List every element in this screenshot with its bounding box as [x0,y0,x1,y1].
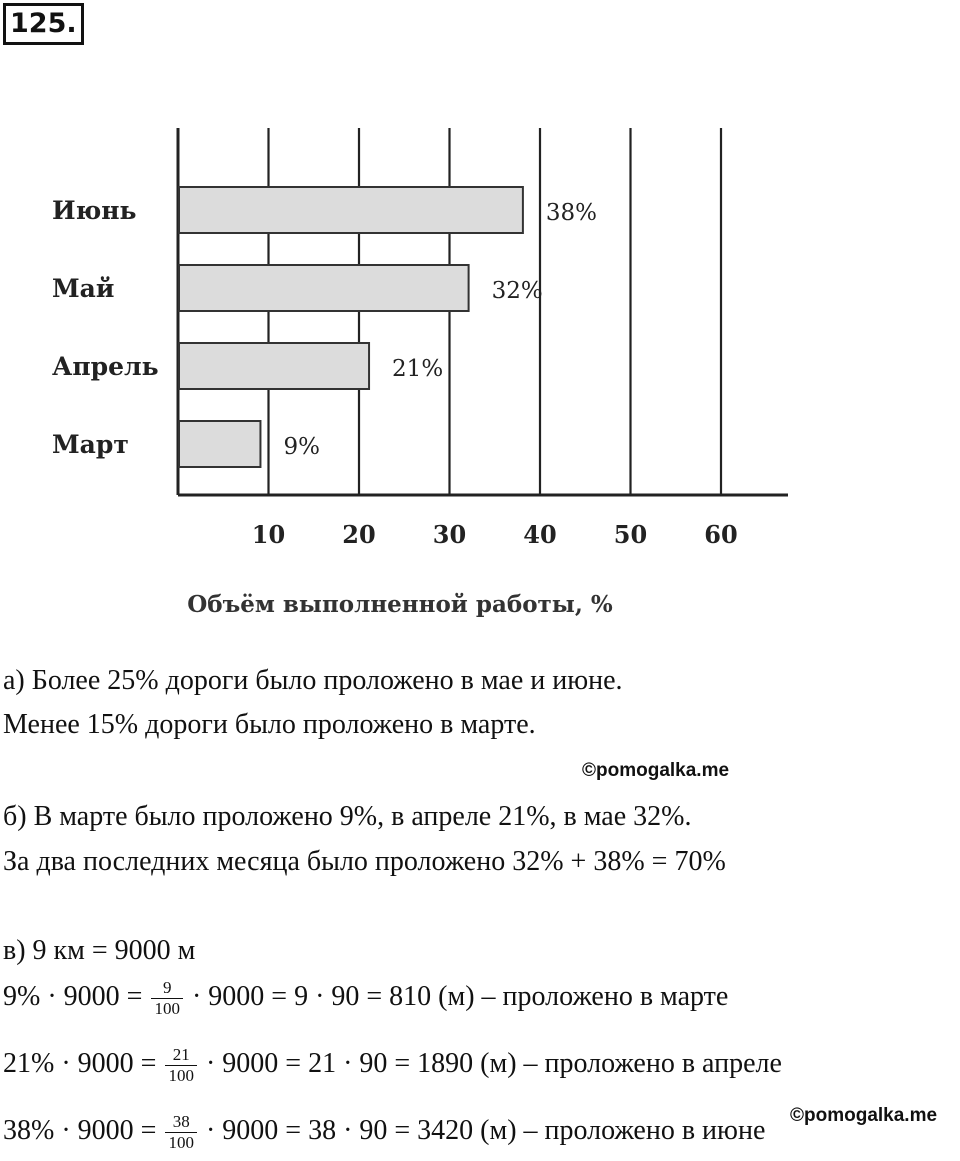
fraction-denominator: 100 [168,1133,194,1152]
bar-Май [179,265,469,311]
fraction-numerator: 21 [165,1045,197,1066]
fraction-denominator: 100 [168,1066,194,1085]
chart-ticks [252,520,738,549]
chart-value-labels [283,200,597,460]
calc-row-june [3,1112,765,1153]
value-label: 21% [392,356,444,382]
answer-b-line-2: За два последних месяца было проложено 32% + 38% = 70% [3,846,726,877]
bar-Март [179,421,260,467]
task-number: 125. [3,3,84,45]
chart-bars [179,187,523,467]
x-tick-label: 60 [704,520,738,549]
category-label: Апрель [52,352,159,381]
category-label: Май [52,274,115,303]
answer-a-line-2: Менее 15% дороги было проложено в марте. [3,709,536,740]
calc-row-april [3,1045,782,1086]
watermark: ©pomogalka.me [582,760,730,781]
value-label: 38% [545,200,598,226]
fraction-denominator: 100 [154,999,180,1018]
x-tick-label: 30 [432,520,467,549]
category-label: Июнь [52,196,137,225]
calc-row-march [3,978,728,1019]
fraction-numerator: 38 [165,1112,197,1133]
answer-b-line-1: б) В марте было проложено 9%, в апреле 21%, в мае 32%. [3,801,692,832]
calc-lhs: 9% · 9000 = [3,980,143,1012]
category-label: Март [52,430,129,459]
bar-chart [0,100,960,630]
calc-rhs: · 9000 = 9 · 90 = 810 (м) – проложено в марте [191,980,729,1012]
calc-lhs: 21% · 9000 = [3,1047,157,1079]
x-tick-label: 10 [251,520,286,549]
fraction [165,1112,197,1153]
value-label: 9% [283,434,320,460]
chart-categories [52,196,159,459]
calc-rhs: · 9000 = 38 · 90 = 3420 (м) – проложено в июне [205,1114,766,1146]
bar-Июнь [179,187,523,233]
watermark: ©pomogalka.me [790,1105,938,1126]
fraction-numerator: 9 [151,978,183,999]
x-tick-label: 50 [613,520,648,549]
x-axis-label: Объём выполненной работы, % [187,591,613,618]
value-label: 32% [491,278,543,304]
answer-a-line-1: а) Более 25% дороги было проложено в мае и июне. [3,665,623,696]
x-tick-label: 20 [342,520,376,549]
calc-lhs: 38% · 9000 = [3,1114,157,1146]
x-tick-label: 40 [523,520,557,549]
answer-c-line-1: в) 9 км = 9000 м [3,935,196,966]
bar-Апрель [179,343,369,389]
fraction [165,1045,197,1086]
fraction [151,978,183,1019]
calc-rhs: · 9000 = 21 · 90 = 1890 (м) – проложено в апреле [205,1047,782,1079]
